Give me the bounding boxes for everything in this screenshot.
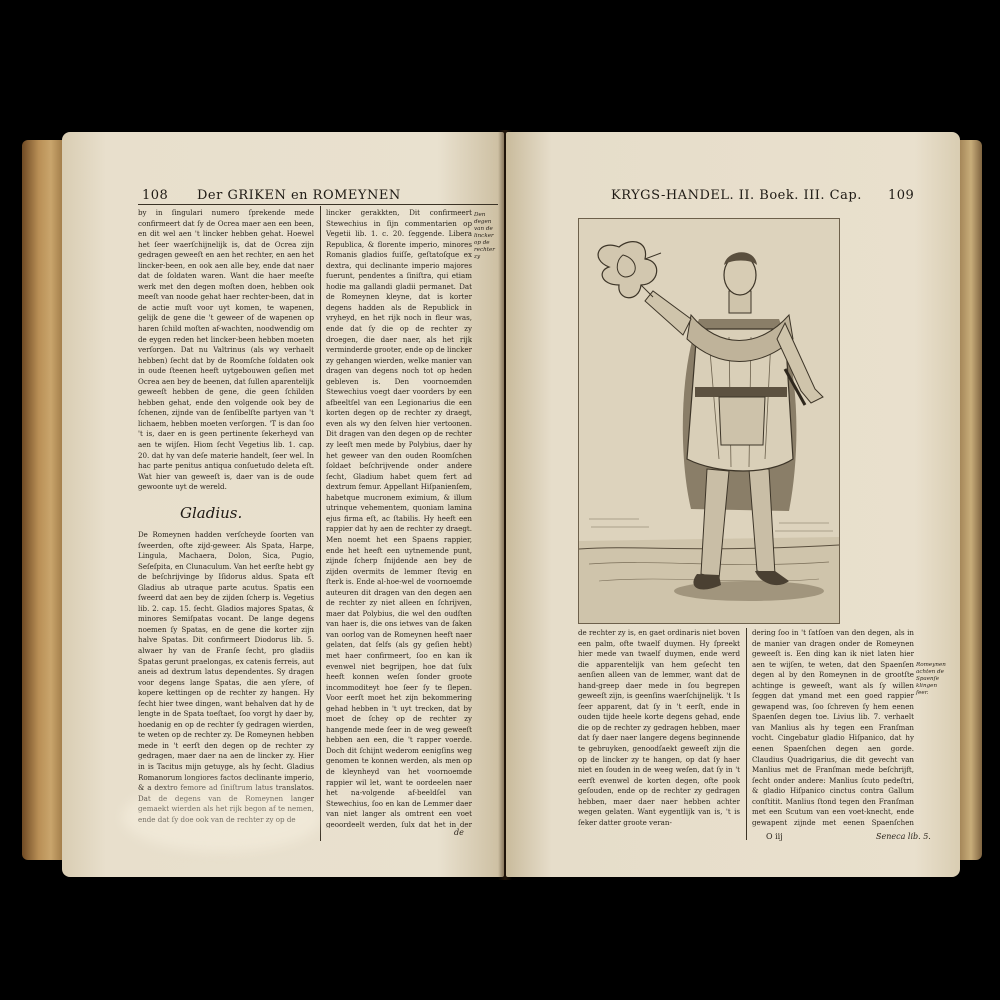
right-column-1-text: de rechter zy is, en gaet ordinaris niet boven een palm, ofte twaelf duymen. Hy ſpreekt hier mede van twaelf duymen, ende werd die apparentelijk van hem geſecht ten aenſien alleen van de lemmer, want dat de hand-greep daer mede in ſou begrepen geweeſt zijn, is geenſins waerſchijnelijk. 't Is ſeer apparent, dat ſy in 't eerſt, ende in ouden tijde heele korte degens gehad, ende die op de rechter zy gedragen hebben, maer dat ſy daer naer langere degens beginnende te gebruyken, genoodſaekt geweeſt zijn die op de lincker zy te hangen, op dat ſy haer niet en ſouden in de weeg weſen, dat ſy in 't eerſt evenwel de korten degen, ofte pook geſouden, ende op de rechter zy gedragen hebben, maer daer naer hebben achter wegen gelaten. Want eygentlijk van is, 't is ſeker datter groote veran- — [578, 628, 740, 827]
right-column-rule — [746, 628, 747, 840]
right-page — [506, 132, 960, 877]
right-margin-note: Romeynen achten de Spaenſe klingen ſeer. — [916, 662, 946, 696]
section-heading-gladius: Gladius. — [180, 504, 243, 522]
left-column-2-text: lincker gerakkten, Dit confirmeert Stewechius in ſijn commentarien op Vegetii lib. 1. c. 20. ſeggende. Libera Republica, & florente imperio, minores Romanis gladios fuiſſe, geſtatoſque ex dextra, qui declinante imperio majores fuerunt, pendentes a ſiniſtra, qui etiam hodie ma gallandi gladii permanet. Dat de Romeynen kleyne, dat is korter degens hadden als de Republick in vryheyd, en het rijk noch in fleur was, ende dat ſy die op de rechter zy droegen, die daer naer, als het rijk verminderde grooter, ende op de lincker zy gehangen wierden, welke manier van dragen van degens noch tot op heden gebleven is. Den voornoemden Stewechius voegt daer voorders by een afbeeltſel van een Legionarius die een korten degen op de rechter zy draegt, even als wy den ſelven hier vertoonen. Dit dragen van den degen op de rechter zy leeſt men mede by Polybius, daer hy het geweer van den ouden Roomſchen ſoldaet beſchrijvende onder andere ſecht, Gladium habet quem fert ad dextrum femur. Appellant Hiſpanienſem, habetque mucronem eximium, & illum utrinque vehementem, quoniam lamina ejus firma eſt, ac ſtabilis. Hy heeft een rappier dat hy aen de rechter zy draegt. Men noemt het een Spaens rappier, ende het heeft een uytnemende punt, zijnde ſcherp ſnijdende aen bey de zijden overmits de lemmer ſtevig en ſterk is. Ende al-hoe-wel de voornoemde auteuren dit dragen van den degen aen de rechter zy niet alleen en ſchrijven, maer dat Polybius, die wel den oudſten van haer is, die ons ietwes van de ſaken van oorlog van de Romeynen heeft naer gelaten, dat ſelfs (als gy geſien hebt) met haer confirmeert, ſoo en kan ik evenwel niet begrijpen, hoe dat ſulx heeft konnen weſen ſonder groote incommoditeyt hoe ſeer ſy te ſlepen. Voor eerſt moet het zijn bekommering gehad hebben in 't uyt trecken, dat by moet de ſchey op de rechter zy hangende mede ſeer in de weg geweeſt hebben aen een, die 't rapper voerde. Doch dit ſchijnt wederom eenigſins weg genomen te konnen werden, als men op de kleynheyd van het voornoemde rappier wil let, want te oordeelen naer het na-volgende af-beeldſel van Stewechius, ſoo en kan de Lemmer daer van niet langer als omtrent een voet geoordeelt werden, ſulx dat het in der — [326, 208, 472, 828]
left-column-1b-text: De Romeynen hadden verſcheyde ſoorten van ſweerden, ofte zijd-geweer. Als Spata, Harpe, Lingula, Machaera, Dolon, Sica, Pugio, Seſeſpita, en Clunaculum. Van het eerſte hebt gy de beſchrijvinge by Iſidorus aldus. Spata eſt Gladius ab utraque parte acutus. Spatis een ſweerd dat aen bey de zijden ſcherp is. Vegetius lib. 2. cap. 15. ſecht. Gladios majores Spatas, & minores Semiſpatas vocant. De lange degens noemen ſy Spatas, en de gene die korter zijn halve Spatas. Dit confirmeert Diodorus lib. 5. alwaer hy van de Franſe ſecht, pro gladiis Spatas gerunt praelongas, ex catenis ferreis, aut aneis ad dextrum latus dependentes. Sy dragen voor degens lange Spatas, die aen yſere, of kopere kettingen op de rechter zy hangen. Hy ſecht hier twee dingen, want behalven dat hy de lengte in de Spata toeſtaet, ſoo vorgt hy daer by, hoedanig en op de rechter ſy gedragen wierden, te weten op de rechter zy. De Romeynen hebben mede in 't eerſt den degen op de rechter zy gedragen, maer daer na aen de lincker zy. Hier in is Tacitus mijn getuyge, als hy ſecht. Gladius Romanorum longiores factos declinante imperio, & a dextro femore ad ſiniſtrum latus translatos. Dat de degens van de Romeynen langer gemaekt wierden als het rijk begon af te nemen, ende dat ſy doe ook van de rechter zy op de — [138, 530, 314, 824]
right-catchword: Seneca lib. 5. — [876, 832, 931, 841]
left-catchword: de — [454, 828, 464, 837]
column-rule — [320, 206, 321, 841]
right-page-header — [506, 188, 960, 204]
left-column-1-text: by in ſingulari numero ſprekende mede confirmeert dat ſy de Ocrea maer aen een been, en dit wel aen 't lincker hebben gehat. Hoewel het ſeer waerſchijnelijk is, dat de Ocrea zijn gedragen geweeſt en aen het rechter, en aen het lincker-been, en ook aen alle bey, ende dat naer dat de ſoldaten waren. Want die haer meeſte werk met den degen moſten doen, hebben ook meeſt van noode gehat haer rechter-been, dat in de actie muſt voor uyt komen, te wapenen, gelijk de gene die 't geweer of de wapenen op haren ſchild moſten af-wachten, noodwendig om de eygen reden het lincker-been hebben moeten verſorgen. Dat nu Valtrinus (als wy verhaelt hebben) ſecht dat by de Roomſche ſoldaten ook in oude ſteenen heeft uytgebouwen geſien met Ocrea aen bey de beenen, dat ſullen aparentelijk geweeſt hebben de gene, die geen ſchilden hebben gehat, ende den volgende ook bey de ſchenen, zijnde van de ſenſibelſte partyen van 't lichaem, hebben moeten verſorgen. 'T is dan ſoo 't is, daer en is geen pertinente ſekerheyd van aen te wijſen. Hiom ſecht Vegetius lib. 1. cap. 20. dat hy van deſe materie handelt, ſeer wel. In hac parte penitus antiqua conſuetudo deleta eſt. Wat hier van geweeſt is, daer van is de oude gewoonte uyt de wereld. — [138, 208, 314, 492]
right-column-2 — [752, 628, 914, 828]
left-page-header — [62, 188, 504, 204]
book-fore-edge-right — [960, 140, 982, 860]
open-book — [22, 120, 982, 880]
left-running-head: Der GRIKEN en ROMEYNEN — [197, 188, 401, 203]
right-page-number: 109 — [888, 188, 915, 203]
soldier-illustration — [579, 219, 839, 623]
left-column-2 — [326, 208, 472, 828]
left-page — [62, 132, 504, 877]
signature-mark: O iij — [766, 832, 783, 841]
left-page-number: 108 — [142, 188, 169, 203]
right-column-2-text: dering ſoo in 't ſatſoen van den degen, als in de manier van dragen onder de Romeynen geweeſt is. Een ding kan ik niet laten hier aen te wijſen, te weten, dat den Spaenſen degen al by den Romeynen in de grootſte achtinge is geweeſt, want als ſy willen ſeggen dat ymand met een goed rappier gewapend was, ſoo ſchreven ſy hem eenen Spaenſen degen toe. Livius lib. 7. verhaelt van Manlius als hy tegen een Franſman vocht. Cingebatur gladio Hiſpanico, dat hy eenen Spaenſchen degen aen gorde. Claudius Quadrigarius, die dit gevecht van Manlius met de Franſman mede beſchrijft, ſecht onder andere: Manlius ſcuto pedeſtri, & gladio Hiſpanico cinctus contra Gallum conſtitit. Manlius ſtond tegen den Franſman met een Scutum van een voet-knecht, ende gewapent zijnde met eenen Spaenſchen — [752, 628, 914, 827]
paper-stain — [122, 782, 322, 852]
right-running-head: KRYGS-HANDEL. II. Boek. III. Cap. — [611, 188, 862, 203]
header-rule — [138, 204, 498, 205]
left-margin-note: Den degen van de lincker op de rechter zy — [474, 212, 495, 260]
left-column-1 — [138, 208, 314, 502]
engraving-roman-soldier — [578, 218, 840, 624]
right-column-1 — [578, 628, 740, 842]
